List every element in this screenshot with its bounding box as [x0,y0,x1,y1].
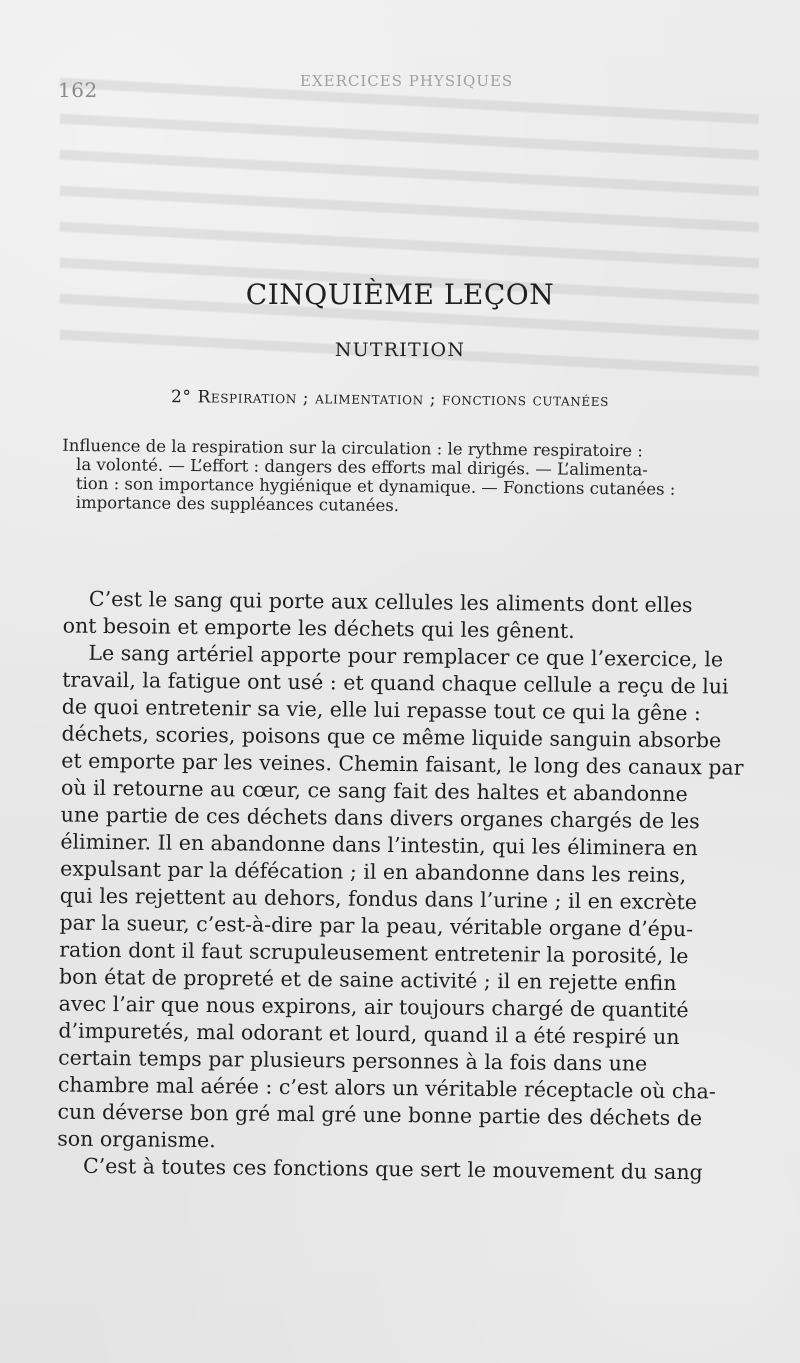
paragraph-line: bon état de propreté et de saine activité ; il en rejette enfin [58,964,677,995]
summary-line: la volonté. — L’effort : dangers des efforts mal dirigés. — L’alimenta- [76,454,648,480]
chapter-subtitle: NUTRITION [334,339,466,361]
paragraph-line: chambre mal aérée : c’est alors un véritable réceptacle où cha- [57,1072,716,1104]
paragraph-line: déchets, scories, poisons que ce même liquide sanguin absorbe [61,721,722,753]
section-heading: 2° Respiration ; alimentation ; fonctions cutanées [170,387,610,411]
page-number: 162 [58,78,98,102]
paragraph-line: qui les rejettent au dehors, fondus dans l’urine ; il en excrète [59,883,698,915]
paragraph-line: son organisme. [57,1126,216,1153]
paragraph-line: par la sueur, c’est-à-dire par la peau, véritable organe d’épu- [59,910,694,942]
paragraph-line: ration dont il faut scrupuleusement entretenir la porosité, le [59,937,689,969]
running-head: EXERCICES PHYSIQUES [300,72,514,90]
paragraph-line: C’est à toutes ces fonctions que sert le mouvement du sang [82,1153,703,1185]
paragraph-line: ont besoin et emporte les déchets qui les gênent. [62,613,575,643]
summary-line: importance des suppléances cutanées. [75,492,400,516]
paragraph-line: éliminer. Il en abandonne dans l’intestin, qui les éliminera en [60,829,698,861]
paragraph-line: certain temps par plusieurs personnes à la fois dans une [58,1045,648,1076]
paragraph-line: d’impuretés, mal odorant et lourd, quand il a été respiré un [58,1018,680,1050]
paragraph-line: où il retourne au cœur, ce sang fait des haltes et abandonne [60,775,688,807]
summary-line: tion : son importance hygiénique et dynamique. — Fonctions cutanées : [75,473,676,499]
paragraph-line: et emporte par les veines. Chemin faisant, le long des canaux par [61,748,744,780]
paragraph-line: de quoi entretenir sa vie, elle lui repasse tout ce qui la gêne : [61,694,702,726]
paragraph-line: avec l’air que nous expirons, air toujours chargé de quantité [58,991,689,1023]
paragraph-line: une partie de ces déchets dans divers organes chargés de les [60,802,700,834]
summary-line: Influence de la respiration sur la circulation : le rythme respiratoire : [62,435,643,461]
paragraph-line: C’est le sang qui porte aux cellules les aliments dont elles [88,586,693,618]
chapter-title: CINQUIÈME LEÇON [245,278,555,311]
body-text [57,586,744,1187]
chapter-summary [62,436,729,518]
paragraph-line: Le sang artériel apporte pour remplacer ce que l’exercice, le [88,640,724,672]
paragraph-line: expulsant par la défécation ; il en abandonne dans les reins, [60,856,687,888]
paragraph-line: cun déverse bon gré mal gré une bonne partie des déchets de [57,1099,703,1131]
paragraph-line: travail, la fatigue ont usé : et quand chaque cellule a reçu de lui [62,667,729,699]
